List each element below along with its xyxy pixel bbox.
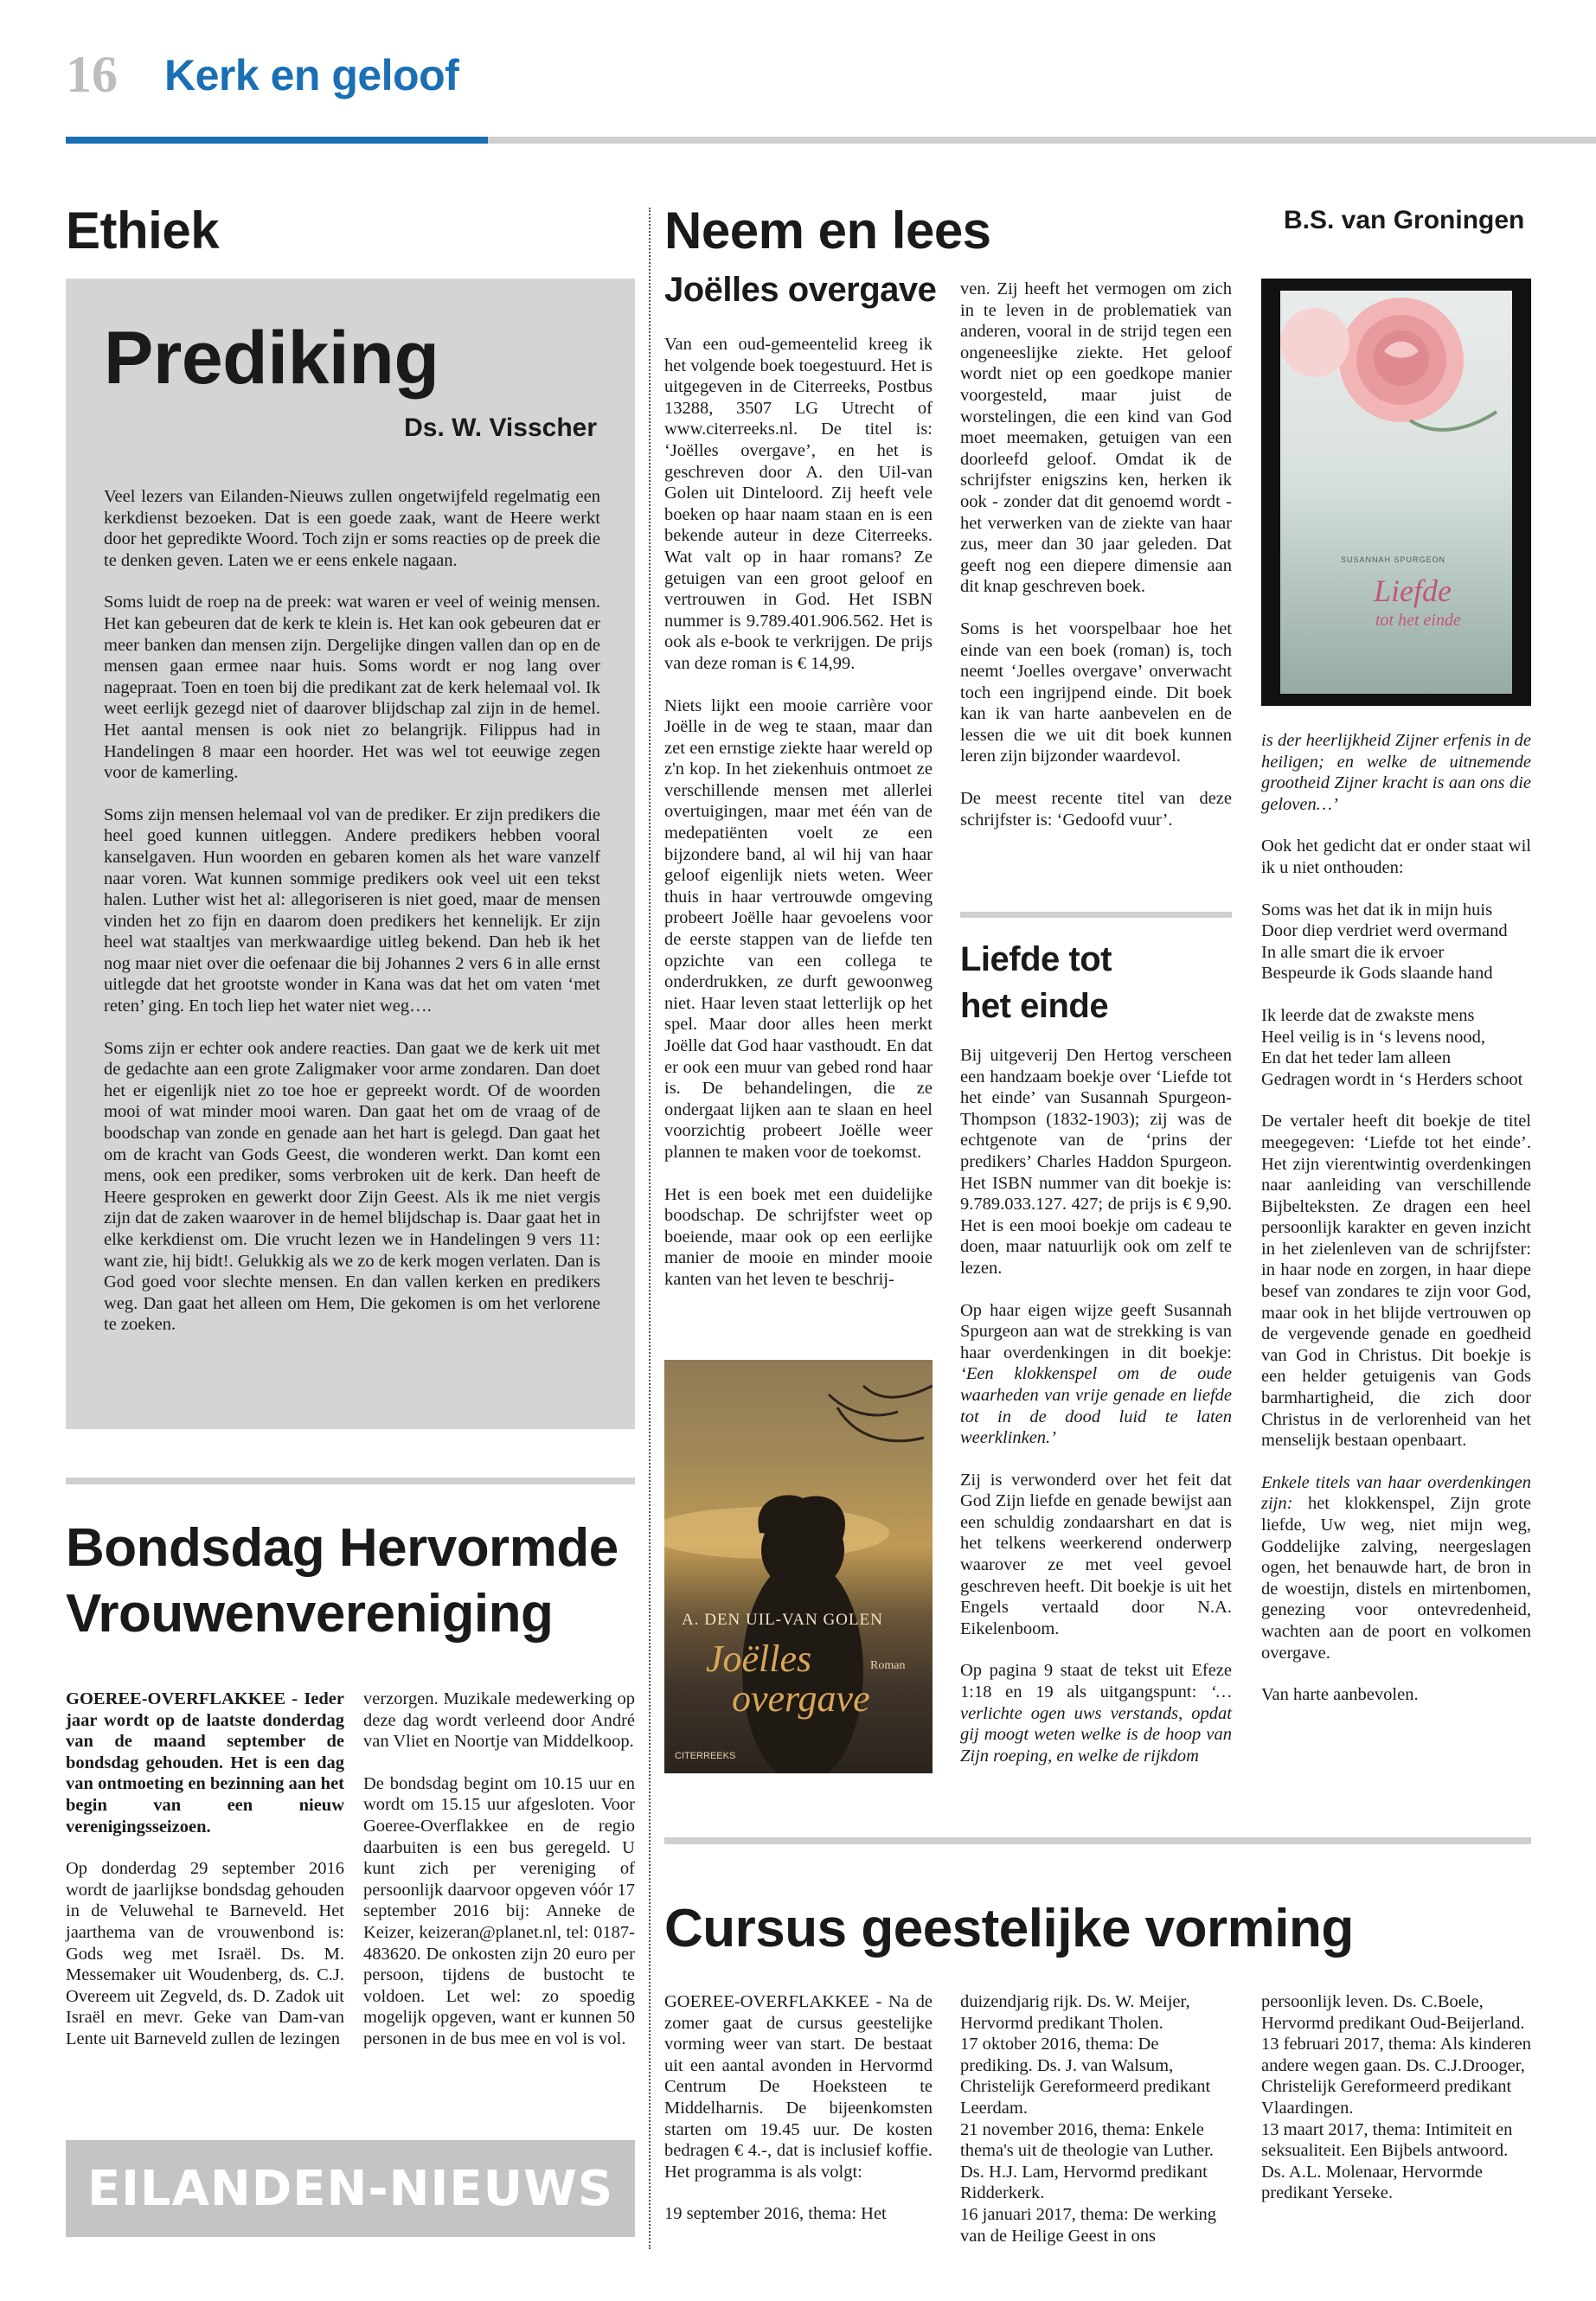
- logo-text: EILANDEN-NIEUWS: [87, 2160, 614, 2217]
- neem-paragraph: Zij is verwonderd over het feit dat God Zijn liefde en genade bewijst aan een schuldig zondaarshart en dat is het telkens weerkerend onderwerp waarover ze met veel gevoel geschreven heeft. Dit boekje is uit het Engels vertaald door N.A. Eikelenboom.: [960, 1470, 1232, 1638]
- ethiek-paragraph: Soms zijn mensen helemaal vol van de prediker. Er zijn predikers die heel goed kunnen uitleggen. Andere predikers hebben vooral kanselgaven. Hun woorden en gebaren komen als het ware vanzelf naar voren. Wat kunnen sommige predikers ook veel uit een tekst halen. Luther wist het al: allegoriseren is niet goed, maar de mensen vinden het zo fijn en daarom doen predikers het kennelijk. Er zijn heel wat staaltjes van merkwaardige uitleg bekend. Dan heb ik het nog maar niet over die oefenaar die bij Johannes 2 vers 6 in alle ernst uitlegde dat het grootste wonder in Kana was dat het om vaten ‘met reten’ ging. En toch liep het water niet weg….: [104, 804, 600, 1016]
- ethiek-author: Ds. W. Visscher: [404, 413, 597, 442]
- liefde-heading: [960, 936, 1112, 1029]
- neem-paragraph: Het is een boek met een duidelijke boodschap. De schrijfster weet op boeiende, maar ook op een eerlijke manier de mooie en minder mooie kanten van het leven te beschrij-: [664, 1184, 933, 1289]
- cursus-item: 21 november 2016, thema: Enkele thema's uit de theologie van Luther. Ds. H.J. Lam, Hervormd predikant Ridderkerk.: [960, 2119, 1214, 2203]
- ethiek-paragraph: Soms luidt de roep na de preek: wat waren er veel of weinig mensen. Het kan gebeuren dat de kerk te klein is. Het kan ook gebeuren dat er meer banken dan mensen zijn. Dergelijke dingen vallen dan op en de mensen gaan ermee naar huis. Soms wordt er nog lang over nagepraat. Toen en toen bij die predikant zat de kerk helemaal vol. Ik weet eerlijk gezegd niet of daarover blijdschap zal zijn in de hemel. Het aantal mensen is ook niet zo belangrijk. Filippus had in Handelingen 8 maar een hoorder. Het was wel tot eeuwige zegen voor de kamerling.: [104, 593, 600, 783]
- neem-paragraph: [1261, 1472, 1531, 1663]
- text-run: Op pagina 9 staat de tekst uit Efeze 1:18 en 19 als uitgangspunt:: [960, 1661, 1232, 1702]
- header-rule-blue: [66, 137, 488, 144]
- poem-line: In alle smart die ik ervoer: [1261, 942, 1445, 962]
- quote-run: ‘Een klokkenspel om de oude waarheden van vrije genade en liefde tot in de dood luid te laten weerklinken.’: [960, 1364, 1232, 1448]
- ethiek-body: [104, 486, 600, 1356]
- book1-author: A. DEN UIL-VAN GOLEN: [682, 1611, 883, 1629]
- cursus-paragraph: GOEREE-OVERFLAKKEE - Na de zomer gaat de cursus geestelijke vorming weer van start. De bestaat uit een aantal avonden in Hervormd Centrum De Hoeksteen te Middelharnis. De bijeenkomsten starten om 19.45 uur. De kosten bedragen € 4.-, dat is inclusief koffie. Het programma is als volgt:: [664, 1992, 933, 2182]
- ethiek-title: Prediking: [104, 317, 439, 400]
- bondsdag-col2: [363, 1689, 635, 2071]
- book2-title-a: Liefde: [1374, 574, 1452, 608]
- text-run: het klokkenspel, Zijn grote liefde, Uw weg, niet mijn weg, Goddelijke zalving, neergeslagen ogen, het benauwde hart, de bron in de woestijn, distels en mirtenbomen, genezing voor ontevredenheid, wachten aan de poort en volkomen overgave.: [1261, 1494, 1531, 1663]
- neem-colC: [1261, 730, 1531, 1727]
- neem-colB: [960, 279, 1232, 830]
- neem-author: B.S. van Groningen: [1284, 206, 1525, 234]
- neem-paragraph: Niets lijkt een mooie carrière voor Joëlle in de weg te staan, maar dan zet een ernstige ziekte haar wereld op z'n kop. In het ziekenhuis ontmoet ze verschillende mensen met allerlei overtuigingen, maar met één van de medepatiënten voelt ze een bijzondere band, al wil hij van haar geloof eigenlijk niets weten. Weer thuis in haar vertrouwde omgeving probeert Joëlle haar gevoelens voor de eerste stappen van de liefde ten opzichte van een collega te onderdrukken, ze durft gewoonweg niet. Haar leven staat letterlijk op het spel. Maar door alles heen merkt Joëlle dat God haar vasthoudt. En dat er ook een muur van gebed rond haar is. De behandelingen, die ze ondergaat lijken aan te slaan en heel voorzichtig probeert Joëlle weer plannen te maken voor de toekomst.: [664, 695, 933, 1162]
- book-cover-liefde: [1261, 279, 1531, 706]
- neem-paragraph: Bij uitgeverij Den Hertog verscheen een handzaam boekje over ‘Liefde tot het einde’ van Susannah Spurgeon-Thompson (1832-1903); zij was de echtgenote van de ‘prins der predikers’ Charles Haddon Spurgeon. Het ISBN nummer van dit boekje is: 9.789.033.127. 427; de prijs is € 9,90. Het is een mooi boekje om cadeau te doen, maar natuurlijk ook om zelf te lezen.: [960, 1046, 1232, 1278]
- neem-paragraph: Ook het gedicht dat er onder staat wil ik u niet onthouden:: [1261, 836, 1531, 877]
- bondsdag-body: Op donderdag 29 september 2016 wordt de jaarlijkse bondsdag gehouden in de Veluwehal te Barneveld. Het jaarthema van de vrouwenbond is: Gods weg met Israël. Ds. M. Messemaker uit Woudenberg, ds. C.J. Overeem uit Zegveld, ds. D. Zadok uit Israël en mevr. Geke van Dam-van Lente uit Barneveld zullen de lezingen: [66, 1859, 344, 2048]
- cursus-item: duizendjarig rijk. Ds. W. Meijer, Hervormd predikant Tholen.: [960, 1992, 1190, 2033]
- bondsdag-lead: GOEREE-OVERFLAKKEE - Ieder jaar wordt op de laatste donderdag van de maand september de bondsdag gehouden. Het is een dag van ontmoeting en bezinning aan het begin van een nieuw verenigingsseizoen.: [66, 1689, 344, 1836]
- book2-author: SUSANNAH SPURGEON: [1341, 555, 1446, 564]
- cursus-rule: [664, 1837, 1531, 1844]
- neem-paragraph: Soms is het voorspelbaar hoe het einde van een boek (roman) is, toch neemt ‘Joelles overgave’ onverwacht toch een ingrijpend einde. Dit boek kan ik van harte aanbevelen en de lessen die we uit dit boek kunnen leren zijn bijzonder waardevol.: [960, 619, 1232, 766]
- book2-cover-panel: [1280, 291, 1512, 694]
- neem-colA: [664, 334, 933, 1311]
- cursus-item: 16 januari 2017, thema: De werking van de Heilige Geest in ons: [960, 2204, 1217, 2246]
- bondsdag-paragraph: De bondsdag begint om 10.15 uur en wordt om 15.15 uur afgesloten. Voor Goeree-Overflakkee en de regio daarbuiten is een bus geregeld. U kunt zich per vereniging of persoonlijk daarvoor opgeven vóór 17 september 2016 bij: Anneke de Keizer, keizeran@planet.nl, tel: 0187-483620. De onkosten zijn 20 euro per persoon, tijdens de bustocht te voldoen. Let wel: zo spoedig mogelijk opgeven, want er kunnen 50 personen in de bus mee en vol is vol.: [363, 1773, 635, 2048]
- neem-quote: is der heerlijkheid Zijner erfenis in de heiligen; en welke de uitnemende grootheid Zijner kracht is aan ons die geloven…’: [1261, 731, 1531, 814]
- cursus-col1: [664, 1991, 933, 2246]
- column-divider: [649, 208, 651, 2249]
- rose-image: [1280, 291, 1512, 464]
- book1-label: Roman: [870, 1659, 906, 1672]
- poem-line: En dat het teder lam alleen: [1261, 1048, 1452, 1068]
- ethiek-heading: Ethiek: [66, 202, 220, 260]
- bondsdag-rule: [66, 1477, 635, 1484]
- poem-stanza: [1261, 900, 1531, 984]
- eilanden-nieuws-logo: [66, 2140, 635, 2237]
- poem-line: Bespeurde ik Gods slaande hand: [1261, 964, 1493, 984]
- liefde-rule: [960, 912, 1232, 918]
- quote-run: ‘… verlichte ogen uws verstands, opdat gij moogt weten welke is de hoop van Zijn roeping, en welke de rijkdom: [960, 1682, 1232, 1766]
- neem-paragraph: ven. Zij heeft het vermogen om zich in te leven in de problematiek van anderen, vooral in de strijd tegen een ongeneeslijke ziekte. Het geloof wordt niet op een goedkope manier voorgesteld, maar juist de worstelingen, die een kind van God moet meemaken, getuigen van een doorleefd geloof. Omdat ik de schrijfster enigszins ken, herken ik ook - zonder dat dit genoemd wordt - het verwerken van de ziekte van haar zus, meer dan 30 jaar geleden. Dat geeft nog een diepere dimensie aan dit knap geschreven boek.: [960, 279, 1232, 597]
- page-number: 16: [66, 46, 118, 103]
- cursus-item: persoonlijk leven. Ds. C.Boele, Hervormd predikant Oud-Beijerland.: [1261, 1992, 1525, 2033]
- ethiek-box: [66, 279, 635, 1429]
- text-run: Op haar eigen wijze geeft Susannah Spurgeon aan wat de strekking is van haar overdenkingen in dit boekje:: [960, 1300, 1232, 1362]
- bondsdag-col1: [66, 1689, 344, 2071]
- cursus-paragraph: 19 september 2016, thema: Het: [664, 2204, 887, 2224]
- cursus-col3: [1261, 1991, 1531, 2204]
- book1-title-a: Joëlles: [706, 1638, 812, 1680]
- ethiek-paragraph: Soms zijn er echter ook andere reacties. Dan gaat we de kerk uit met de gedachte aan een grote Zaligmaker voor arme zondaren. Dan doet het er eigenlijk niet zo toe hoe er gepreekt wordt. Of de woorden mooi of wat minder mooi waren. Dan gaat het om de vraag of de boodschap van zonde en genade aan het hart is gelegd. Dan gaat het om de kracht van Gods Geest, die wonderen werkt. Dan komt een mens, ook een prediker, soms verbroken uit de kerk. Dan heeft de Heere gesproken en gewerkt door Zijn Geest. Als ik me niet vergis zijn dat de zaken waarover in de hemel blijdschap is. Daar gaat het in elke kerkdienst om. Die vrucht lezen we in Handelingen 9 vers 11: want zie, hij bidt!. Gelukkig als we zo de kerk mogen verlaten. Dan is God goed voor slechte mensen. En dan vallen kerken en predikers weg. Dan gaat het alleen om Hem, Die gekomen is om het verlorene te zoeken.: [104, 1038, 600, 1335]
- cursus-item: 17 oktober 2016, thema: De prediking. Ds. J. van Walsum, Christelijk Gereformeerd predikant Leerdam.: [960, 2035, 1211, 2118]
- bondsdag-title-line1: Bondsdag Hervormde: [66, 1518, 619, 1578]
- poem-line: Soms was het dat ik in mijn huis: [1261, 900, 1493, 920]
- book1-series: CITERREEKS: [675, 1751, 736, 1761]
- book2-title-b: tot het einde: [1375, 611, 1461, 630]
- poem-line: Heel veilig is in ‘s levens nood,: [1261, 1027, 1486, 1047]
- joelles-heading: Joëlles overgave: [664, 271, 937, 309]
- book-cover-joelles: [664, 1360, 933, 1773]
- book1-title-b: overgave: [732, 1677, 870, 1720]
- text-run: Enkele titels van haar overdenkingen zijn:: [1261, 1472, 1531, 1514]
- section-title: Kerk en geloof: [164, 51, 459, 99]
- neem-colB-lower: [960, 1045, 1232, 1787]
- neem-paragraph: [960, 1300, 1232, 1449]
- liefde-heading-line1: Liefde tot: [960, 940, 1112, 978]
- neem-paragraph: Van harte aanbevolen.: [1261, 1685, 1419, 1705]
- liefde-heading-line2: het einde: [960, 987, 1109, 1025]
- cursus-item: 13 maart 2017, thema: Intimiteit en seksualiteit. Een Bijbels antwoord. Ds. A.L. Molenaar, Hervormde predikant Yerseke.: [1261, 2119, 1513, 2203]
- bondsdag-paragraph: verzorgen. Muzikale medewerking op deze dag wordt verleend door André van Vliet en Noortje van Middelkoop.: [363, 1689, 635, 1752]
- neem-paragraph: Van een oud-gemeentelid kreeg ik het volgende boek toegestuurd. Het is uitgegeven in de Citerreeks, Postbus 13288, 3507 LG Utrecht of www.citerreeks.nl. De titel is: ‘Joëlles overgave’, en het is geschreven door A. den Uil-van Golen uit Dinteloord. Zij heeft vele boeken op haar naam staan en is een bekende auteur in deze Citerreeks. Wat valt op in haar romans? Ze getuigen van een groot geloof en vertrouwen in God. Het ISBN nummer is 9.789.401.906.562. Het is ook als e-book te verkrijgen. De prijs van deze roman is € 14,99.: [664, 335, 933, 673]
- neem-paragraph: De vertaler heeft dit boekje de titel meegegeven: ‘Liefde tot het einde’. Het zijn vierentwintig overdenkingen naar aanleiding van verschillende Bijbelteksten. Ze dragen een heel persoonlijk karakter en geven inzicht in het zielenleven van de schrijfster: in haar node en zorgen, in haar diepe besef van zondares te zijn voor God, maar ook in het blijde vertrouwen op de vergevende genade en goedheid van God in Christus. Dit boekje is een helder getuigenis van Gods barmhartigheid, die zich door Christus in de verlorenheid van het menselijk bestaan openbaart.: [1261, 1112, 1531, 1451]
- bondsdag-title: [66, 1516, 619, 1647]
- ethiek-paragraph: Veel lezers van Eilanden-Nieuws zullen ongetwijfeld regelmatig een kerkdienst bezoeken. Dat is een goede zaak, want de Heere werkt door het gepredikte Woord. Toch zijn er soms reacties op de preek die te denken geven. Laten we er eens enkele nagaan.: [104, 487, 600, 570]
- cursus-col2: [960, 1991, 1232, 2247]
- neem-paragraph: De meest recente titel van deze schrijfster is: ‘Gedoofd vuur’.: [960, 789, 1232, 830]
- cursus-item: 13 februari 2017, thema: Als kinderen andere wegen gaan. Ds. C.J.Drooger, Christelijk Gereformeerd predikant Vlaardingen.: [1261, 2035, 1531, 2118]
- poem-line: Ik leerde dat de zwakste mens: [1261, 1005, 1475, 1025]
- bondsdag-title-line2: Vrouwenvereniging: [66, 1584, 554, 1644]
- cursus-title: Cursus geestelijke vorming: [664, 1899, 1354, 1958]
- poem-stanza: [1261, 1005, 1531, 1090]
- poem-line: Gedragen wordt in ‘s Herders schoot: [1261, 1069, 1523, 1089]
- neem-heading: Neem en lees: [664, 202, 991, 260]
- neem-paragraph: [960, 1660, 1232, 1766]
- poem-line: Door diep verdriet werd overmand: [1261, 921, 1508, 941]
